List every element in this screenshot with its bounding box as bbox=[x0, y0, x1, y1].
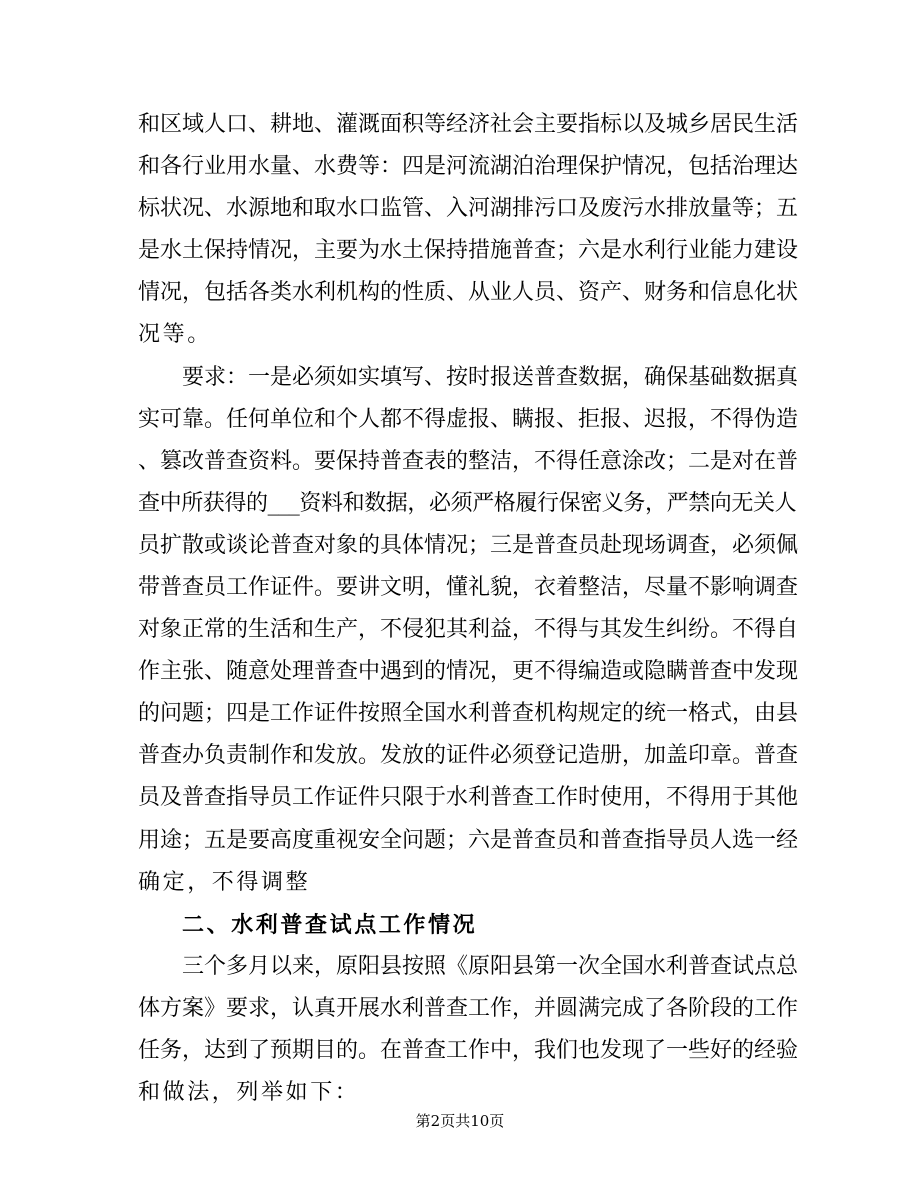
body-line-23: 和做法，列举如下： bbox=[138, 1080, 360, 1105]
body-line-4: 是水土保持情况，主要为水土保持措施普查；六是水利行业能力建设 bbox=[138, 238, 799, 264]
body-line-11: 员扩散或谈论普查对象的具体情况；三是普查员赴现场调查，必须佩 bbox=[138, 532, 799, 558]
body-line-3: 标状况、水源地和取水口监管、入河湖排污口及废污水排放量等；五 bbox=[138, 196, 799, 222]
body-line-8: 实可靠。任何单位和个人都不得虚报、瞒报、拒报、迟报，不得伪造 bbox=[138, 406, 799, 432]
body-line-20: 三个多月以来，原阳县按照《原阳县第一次全国水利普查试点总 bbox=[182, 953, 799, 979]
body-line-7: 要求：一是必须如实填写、按时报送普查数据，确保基础数据真 bbox=[182, 364, 799, 390]
body-line-1: 和区域人口、耕地、灌溉面积等经济社会主要指标以及城乡居民生活 bbox=[138, 112, 799, 137]
section-heading: 二、水利普查试点工作情况 bbox=[182, 911, 478, 938]
body-line-15: 的问题；四是工作证件按照全国水利普查机构规定的统一格式，由县 bbox=[138, 701, 799, 727]
body-line-6: 况等。 bbox=[138, 322, 212, 348]
body-line-2: 和各行业用水量、水费等：四是河流湖泊治理保护情况，包括治理达 bbox=[138, 154, 799, 180]
page-number-footer: 第2页共10页 bbox=[415, 1112, 505, 1130]
body-line-22: 任务，达到了预期目的。在普查工作中，我们也发现了一些好的经验 bbox=[138, 1037, 799, 1063]
body-line-9: 、篡改普查资料。要保持普查表的整洁，不得任意涂改；二是对在普 bbox=[138, 448, 799, 474]
body-line-17: 员及普查指导员工作证件只限于水利普查工作时使用，不得用于其他 bbox=[138, 785, 799, 811]
body-line-10: 查中所获得的___资料和数据，必须严格履行保密义务，严禁向无关人 bbox=[138, 490, 797, 516]
body-line-5: 情况，包括各类水利机构的性质、从业人员、资产、财务和信息化状 bbox=[138, 280, 799, 306]
body-line-14: 作主张、随意处理普查中遇到的情况，更不得编造或隐瞒普查中发现 bbox=[138, 659, 799, 685]
body-line-12: 带普查员工作证件。要讲文明，懂礼貌，衣着整洁，尽量不影响调查 bbox=[138, 575, 799, 600]
body-line-16: 普查办负责制作和发放。发放的证件必须登记造册，加盖印章。普查 bbox=[138, 743, 799, 769]
body-line-13: 对象正常的生活和生产，不侵犯其利益，不得与其发生纠纷。不得自 bbox=[138, 617, 799, 642]
body-line-21: 体方案》要求，认真开展水利普查工作，并圆满完成了各阶段的工作 bbox=[138, 995, 799, 1021]
body-line-18: 用途；五是要高度重视安全问题；六是普查员和普查指导员人选一经 bbox=[138, 827, 799, 853]
body-line-19: 确定，不得调整 bbox=[138, 869, 311, 895]
